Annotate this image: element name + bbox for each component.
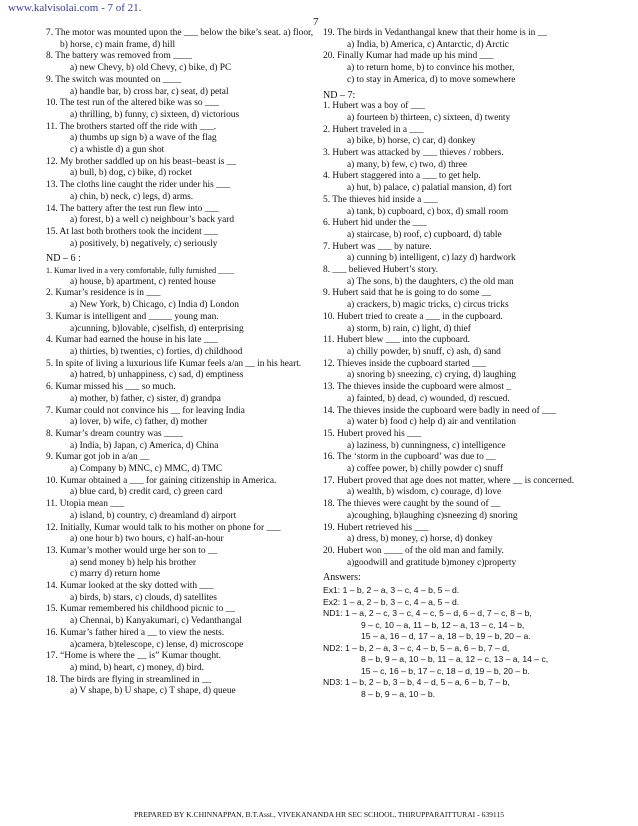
question: 9. The switch was mounted on ____: [46, 74, 182, 85]
question: 14. Kumar looked at the sky dotted with ___: [46, 581, 214, 592]
answer-options: a) crackers, b) magic tricks, c) circus tricks: [347, 300, 509, 311]
right-column: [323, 28, 599, 700]
answer-options: a) one hour b) two hours, c) half-an-hour: [70, 534, 224, 545]
question: 15. Hubert proved his ___: [323, 428, 422, 439]
answer-key-line: 8 – b, 9 – a, 10 – b, 11 – a, 12 – c, 13 – a, 14 – c,: [361, 654, 549, 665]
answer-options: a)cunning, b)lovable, c)selfish, d) enterprising: [70, 323, 244, 334]
answer-options: a) positively, b) negatively, c) seriously: [70, 238, 218, 249]
answer-options: a) storm, b) rain, c) light, d) thief: [347, 323, 471, 334]
answer-options: a) mother, b) father, c) sister, d) grandpa: [70, 393, 221, 404]
answer-options: a) many, b) few, c) two, d) three: [347, 159, 468, 170]
answer-options: a) cunning b) intelligent, c) lazy d) hardwork: [347, 253, 516, 264]
question: 3. Kumar is intelligent and _____ young man.: [46, 311, 219, 322]
question: 18. The thieves were caught by the sound of __: [323, 499, 501, 510]
question: 1. Hubert was a boy of ___: [323, 101, 425, 112]
answer-options: a) thrilling, b) funny, c) sixteen, d) victorious: [70, 109, 240, 120]
answer-key-line: 8 – b, 9 – a, 10 – b.: [361, 688, 436, 699]
question: 20. Finally Kumar had made up his mind ___: [323, 51, 494, 62]
answer-key-line: ND1: 1 – a, 2 – c, 3 – c, 4 – c, 5 – d, 6 – d, 7 – c, 8 – b,: [323, 608, 532, 619]
answer-options: a) fainted, b) dead, c) wounded, d) rescued.: [347, 393, 510, 404]
answer-options: a) staircase, b) roof, c) cupboard, d) table: [347, 229, 502, 240]
answer-options: a) hut, b) palace, c) palatial mansion, d) fort: [347, 183, 512, 194]
answer-options: a) lover, b) wife, c) father, d) mother: [70, 417, 208, 428]
answer-options: c) a whistle d) a gun shot: [70, 145, 165, 156]
question: 3. Hubert was attacked by ___ thieves / robbers.: [323, 148, 504, 159]
question: 13. Kumar’s mother would urge her son to __: [46, 545, 218, 556]
answer-key-line: 15 – a, 16 – d, 17 – a, 18 – b, 19 – b, 20 – a.: [361, 631, 531, 642]
question: 17. Hubert proved that age does not matter, where __ is concerned.: [323, 475, 575, 486]
answer-options: a) tank, b) cupboard, c) box, d) small room: [347, 206, 509, 217]
question: 10. Hubert tried to create a ___ in the cupboard.: [323, 311, 503, 322]
answer-options: a) Chennai, b) Kanyakumari, c) Vedanthangal: [70, 616, 242, 627]
question: 12. Initially, Kumar would talk to his mother on phone for ___: [46, 522, 281, 533]
answers-label: Answers:: [323, 572, 361, 584]
answer-options: a) house, b) apartment, c) rented house: [70, 276, 216, 287]
answer-options: a) hatred, b) unhappiness, c) sad, d) emptiness: [70, 370, 244, 381]
answer-options: a) new Chevy, b) old Chevy, c) bike, d) PC: [70, 63, 232, 74]
answers-block: [323, 585, 599, 700]
question: 7. The motor was mounted upon the ___ below the bike’s seat. a) floor, b) horse, c) main frame, d) hill: [46, 28, 314, 50]
answer-options: a)coughing, b)laughing c)sneezing d) snoring: [347, 510, 518, 521]
answer-options: a) birds, b) stars, c) clouds, d) satellites: [70, 592, 217, 603]
answer-options: a) send money b) help his brother: [70, 557, 197, 568]
question: 15. At last both brothers took the incident ___: [46, 226, 219, 237]
answer-options: a) India, b) America, c) Antarctic, d) Arctic: [347, 39, 509, 50]
question: 11. Hubert blew ___ into the cupboard.: [323, 335, 471, 346]
question: 12. My brother saddled up on his beast–beast is __: [46, 156, 237, 167]
answer-options: a)camera, b)telescope, c) lense, d) microscope: [70, 639, 244, 650]
question: 2. Kumar’s residence is in ___: [46, 288, 161, 299]
nd6-heading: ND – 6 :: [46, 253, 81, 265]
answer-options: a) India, b) Japan, c) America, d) China: [70, 440, 219, 451]
answer-options: a) Company b) MNC, c) MMC, d) TMC: [70, 464, 223, 475]
question: 5. In spite of living a luxurious life Kumar feels a/an __ in his heart.: [46, 358, 302, 369]
question: 15. Kumar remembered his childhood picnic to __: [46, 604, 236, 615]
question: 4. Hubert staggered into a ___ to get help.: [323, 171, 481, 182]
answer-key-line: Ex1: 1 – b, 2 – a, 3 – c, 4 – b, 5 – d.: [323, 585, 460, 596]
answer-options: a) island, b) country, c) dreamland d) airport: [70, 510, 237, 521]
answer-options: a) bull, b) dog, c) bike, d) rocket: [70, 168, 192, 179]
answer-options: a) The sons, b) the daughters, c) the old man: [347, 276, 514, 287]
question: 11. Utopia mean ___: [46, 499, 125, 510]
answer-options: a) to return home, b) to convince his mother,: [347, 63, 515, 74]
answer-options: a) New York, b) Chicago, c) India d) London: [70, 300, 239, 311]
answer-options: a) forest, b) a well c) neighbour’s back yard: [70, 215, 235, 226]
site-link[interactable]: www.kalvisolai.com - 7 of 21.: [8, 2, 142, 14]
footer-credit: PREPARED BY K.CHINNAPPAN, B.T.Asst., VIVEKANANDA HR SEC SCHOOL, THIRUPPARAITTURAI - 639115: [133, 810, 505, 819]
answer-options: a) dress, b) money, c) horse, d) donkey: [347, 534, 493, 545]
question: 9. Hubert said that he is going to do some __: [323, 288, 491, 299]
answer-options: a) snoring b) sneezing, c) crying, d) laughing: [347, 370, 516, 381]
question: 1. Kumar lived in a very comfortable, fully furnished ____: [46, 266, 235, 276]
answer-options: a) wealth, b) wisdom, c) courage, d) love: [347, 487, 502, 498]
answer-key-line: 9 – c, 10 – a, 11 – b, 12 – a, 13 – c, 14 – b,: [361, 619, 525, 630]
question: 16. The ‘storm in the cupboard’ was due to __: [323, 452, 496, 463]
answer-options: c) marry d) return home: [70, 569, 161, 580]
question: 2. Hubert traveled in a ___: [323, 124, 424, 135]
answer-options: a) mind, b) heart, c) money, d) bird.: [70, 662, 204, 673]
question: 13. The thieves inside the cupboard were almost _: [323, 382, 512, 393]
question: 14. The battery after the test run flew into ___: [46, 203, 219, 214]
left-column: [46, 28, 314, 698]
answer-options: a) laziness, b) cunningness, c) intelligence: [347, 440, 506, 451]
page-number: 7: [313, 16, 319, 28]
question: 11. The brothers started off the ride with ___.: [46, 121, 217, 132]
question: 18. The birds are flying in streamlined in __: [46, 674, 212, 685]
answer-options: a) chin, b) neck, c) legs, d) arms.: [70, 191, 194, 202]
question: 7. Kumar could not convince his __ for leaving India: [46, 405, 245, 416]
answer-options: a)goodwill and gratitude b)money c)property: [347, 557, 517, 568]
question: 19. Hubert retrieved his ___: [323, 522, 429, 533]
question: 10. The test run of the altered bike was so ___: [46, 98, 219, 109]
answer-options: a) blue card, b) credit card, c) green card: [70, 487, 223, 498]
answer-options: a) coffee power, b) chilly powder c) snuff: [347, 464, 503, 475]
answer-options: a) chilly powder, b) snuff, c) ash, d) sand: [347, 346, 501, 357]
question: 8. Kumar’s dream country was ____: [46, 428, 183, 439]
answer-options: a) bike, b) horse, c) car, d) donkey: [347, 136, 476, 147]
question: 20. Hubert won ____ of the old man and family.: [323, 545, 504, 556]
answer-options: a) thumbs up sign b) a wave of the flag: [70, 133, 217, 144]
answer-key-line: 15 – c, 16 – b, 17 – c, 18 – d, 19 – b, 20 – b.: [361, 665, 530, 676]
question: 6. Kumar missed his ___ so much.: [46, 382, 176, 393]
answer-key-line: ND3: 1 – b, 2 – b, 3 – b, 4 – d, 5 – a, 6 – b, 7 – b,: [323, 677, 510, 688]
question: 8. The battery was removed from ____: [46, 51, 192, 62]
answer-options: a) V shape, b) U shape, c) T shape, d) queue: [70, 686, 236, 697]
question: 5. The thieves hid inside a ___: [323, 194, 438, 205]
question: 12. Thieves inside the cupboard started ___: [323, 358, 487, 369]
question: 8. ___ believed Hubert’s story.: [323, 265, 438, 276]
question: 7. Hubert was ___ by nature.: [323, 241, 432, 252]
nd7-heading: ND – 7:: [323, 89, 356, 101]
answer-options: c) to stay in America, d) to move somewhere: [347, 74, 516, 85]
answer-key-line: Ex2: 1 – a, 2 – b, 3 – c, 4 – a, 5 – d.: [323, 596, 460, 607]
question: 16. Kumar’s father hired a __ to view the nests.: [46, 627, 225, 638]
answer-options: a) water b) food c) help d) air and ventilation: [347, 417, 516, 428]
answer-options: a) handle bar, b) cross bar, c) seat, d) petal: [70, 86, 229, 97]
answer-options: a) fourteen b) thirteen, c) sixteen, d) twenty: [347, 112, 511, 123]
question: 13. The cloths line caught the rider under his ___: [46, 180, 231, 191]
question: 4. Kumar had earned the house in his late ___: [46, 335, 218, 346]
question: 17. “Home is where the __ is” Kumar thought.: [46, 651, 221, 662]
question: 6. Hubert hid under the ___: [323, 218, 427, 229]
answer-options: a) thirties, b) twenties, c) forties, d) childhood: [70, 346, 243, 357]
question: 9. Kumar got job in a/an __: [46, 452, 150, 463]
question: 19. The birds in Vedanthangal knew that their home is in __: [323, 28, 548, 38]
question: 10. Kumar obtained a ___ for gaining citizenship in America.: [46, 475, 277, 486]
question: 14. The thieves inside the cupboard were badly in need of ___: [323, 405, 557, 416]
answer-key-line: ND2: 1 – b, 2 – a, 3 – c, 4 – b, 5 – a, 6 – b, 7 – d,: [323, 642, 510, 653]
